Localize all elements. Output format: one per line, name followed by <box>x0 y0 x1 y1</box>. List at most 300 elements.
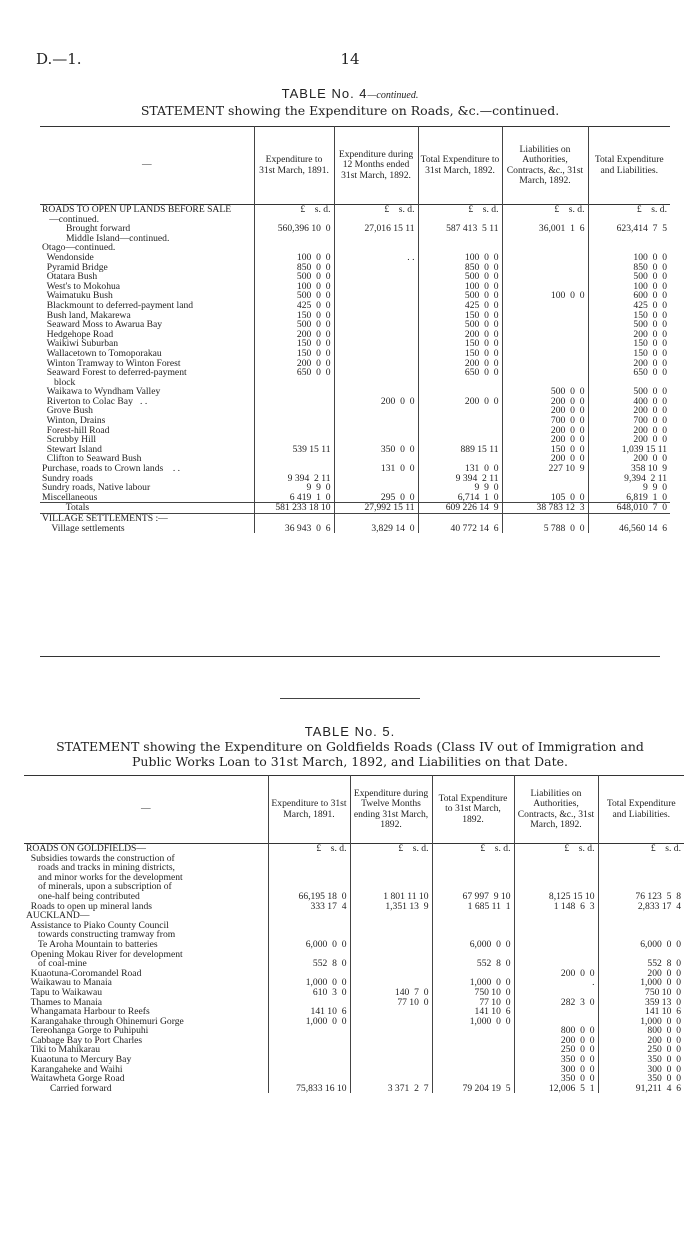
table4-value: 150 0 0 <box>254 311 334 321</box>
table4-item-label: Middle Island—continued. <box>42 233 170 244</box>
table5-value: 750 10 0 <box>432 988 514 998</box>
table4-value <box>254 397 334 407</box>
table5-value <box>350 1055 432 1065</box>
table4 <box>40 126 670 533</box>
table4-item-label: Otatara Bush <box>42 272 98 282</box>
table5-value: 2,833 17 4 <box>598 902 684 912</box>
table4-value: 425 0 0 <box>418 301 502 311</box>
table4-value: 500 0 0 <box>502 387 588 397</box>
table4-value: £ s. d. <box>502 205 588 215</box>
table5-value <box>350 1007 432 1017</box>
table5-value <box>514 930 598 940</box>
table5-row <box>24 902 684 912</box>
table5-value: 77 10 0 <box>350 998 432 1008</box>
table4-value: 500 0 0 <box>418 272 502 282</box>
table4-value: 400 0 0 <box>588 397 670 407</box>
table5-value: £ s. d. <box>268 844 350 854</box>
table4-value: 650 0 0 <box>254 368 334 378</box>
table5-title: TABLE No. 5. <box>304 724 396 739</box>
table4-value <box>588 234 670 244</box>
table4-value <box>502 359 588 369</box>
table4-value: 131 0 0 <box>334 464 418 474</box>
table5-row <box>24 978 684 988</box>
table4-totals-value: 609 226 14 9 <box>418 503 502 514</box>
table4-value: 150 0 0 <box>588 349 670 359</box>
table4-value <box>502 320 588 330</box>
table4-value <box>502 339 588 349</box>
table4-value: 200 0 0 <box>502 397 588 407</box>
table4-row <box>40 301 670 311</box>
table4-value: 350 0 0 <box>334 445 418 455</box>
table5-value <box>350 911 432 921</box>
table4-value: 600 0 0 <box>588 291 670 301</box>
table5-value <box>432 854 514 864</box>
table4-value: 9 394 2 11 <box>254 474 334 484</box>
table5-item-label: Kuaotuna to Mercury Bay <box>26 1055 132 1065</box>
table5-value <box>432 873 514 883</box>
table5-item-label: of minerals, upon a subscription of <box>26 882 172 892</box>
table4-row <box>40 339 670 349</box>
table4-value: 500 0 0 <box>418 291 502 301</box>
table4-value <box>334 291 418 301</box>
table4-village-value: 3,829 14 0 <box>334 524 418 534</box>
table4-totals-value: 648,010 7 0 <box>588 503 670 514</box>
table4-value <box>334 426 418 436</box>
table4-value <box>334 282 418 292</box>
table5-item-label: Assistance to Piako County Council <box>26 920 169 931</box>
table4-value <box>502 301 588 311</box>
table4-value <box>334 378 418 388</box>
table4-value <box>334 368 418 378</box>
table5-value <box>268 854 350 864</box>
table4-value: 700 0 0 <box>588 416 670 426</box>
table4-value: 200 0 0 <box>334 397 418 407</box>
table5-value <box>268 1045 350 1055</box>
table4-row <box>40 464 670 474</box>
table4-item-label: Stewart Island <box>42 444 102 455</box>
table5-value <box>350 921 432 931</box>
table4-value <box>502 349 588 359</box>
table4-village-item-label: Village settlements <box>42 523 125 534</box>
table5-row <box>24 873 684 883</box>
table5-value <box>514 940 598 950</box>
table4-value: 105 0 0 <box>502 493 588 503</box>
table5-value: 1 685 11 1 <box>432 902 514 912</box>
table4-item-label: Clifton to Seaward Bush <box>42 454 142 465</box>
table5-value: 6,000 0 0 <box>432 940 514 950</box>
table5-value <box>350 969 432 979</box>
table5-value: 282 3 0 <box>514 998 598 1008</box>
table4-value <box>502 368 588 378</box>
table5-item-label: Te Aroha Mountain to batteries <box>26 939 158 950</box>
table4-row <box>40 243 670 253</box>
table4-item-label: Hedgehope Road <box>42 329 114 340</box>
table4-row <box>40 474 670 484</box>
table5-value: 350 0 0 <box>598 1055 684 1065</box>
table4-value: 850 0 0 <box>588 263 670 273</box>
table5-col-liabilities: Liabilities on Authorities, Contracts, &c., 31st March, 1892. <box>514 776 598 844</box>
table4-value <box>334 311 418 321</box>
table5-value <box>514 950 598 960</box>
table4-value <box>334 339 418 349</box>
table4-item-label: —continued. <box>42 214 100 225</box>
table5-value <box>268 1026 350 1036</box>
table5-value: . <box>514 978 598 988</box>
table5-carried-item-label: Carried forward <box>26 1083 112 1094</box>
table4-village-row <box>40 524 670 534</box>
table4-value: 100 0 0 <box>588 282 670 292</box>
table4-item-label: Winton Tramway to Winton Forest <box>42 358 181 369</box>
table4-item-label: Wendonside <box>42 252 94 263</box>
table5-value: 141 10 6 <box>598 1007 684 1017</box>
table5-value <box>514 863 598 873</box>
table4-value <box>502 243 588 253</box>
table4-value: 425 0 0 <box>254 301 334 311</box>
table4-value: 6 419 1 0 <box>254 493 334 503</box>
table4-item-label: Wallacetown to Tomoporakau <box>42 348 162 359</box>
table5-row <box>24 969 684 979</box>
table5-statement-line2: Public Works Loan to 31st March, 1892, and Liabilities on that Date. <box>132 754 568 769</box>
table4-value: 9 9 0 <box>588 483 670 493</box>
table5-item-label: Tapu to Waikawau <box>26 987 102 998</box>
table5-value <box>598 854 684 864</box>
table5-item-label: Subsidies towards the construction of <box>26 853 175 864</box>
table4-value <box>254 406 334 416</box>
table5-value: 300 0 0 <box>598 1065 684 1075</box>
table5-value: 8,125 15 10 <box>514 892 598 902</box>
table5 <box>24 775 684 1093</box>
table4-value: 200 0 0 <box>254 330 334 340</box>
table5-value <box>268 863 350 873</box>
table5-col-exp-12m: Expenditure during Twelve Months ending 31st March, 1892. <box>350 776 432 844</box>
table4-value: 150 0 0 <box>418 339 502 349</box>
table5-item-label: one-half being contributed <box>26 891 140 902</box>
table4-value <box>334 320 418 330</box>
table5-value: 140 7 0 <box>350 988 432 998</box>
table5-item-label: Opening Mokau River for development <box>26 949 183 960</box>
table4-value: 560,396 10 0 <box>254 224 334 234</box>
table4-totals-value: 581 233 18 10 <box>254 503 334 514</box>
table4-value: 100 0 0 <box>418 282 502 292</box>
table4-value <box>334 416 418 426</box>
table4-value <box>418 234 502 244</box>
table5-value <box>350 959 432 969</box>
table5-item-label: Thames to Manaia <box>26 997 103 1008</box>
table4-item-label: Forest-hill Road <box>42 425 110 436</box>
table5-value: 77 10 0 <box>432 998 514 1008</box>
table4-value <box>254 387 334 397</box>
table5-row <box>24 940 684 950</box>
table4-item-label: Brought forward <box>42 224 131 234</box>
table4-value: 425 0 0 <box>588 301 670 311</box>
table4-value: 6,819 1 0 <box>588 493 670 503</box>
page-header <box>36 50 664 70</box>
table4-value: 100 0 0 <box>254 253 334 263</box>
table4-value: 200 0 0 <box>588 426 670 436</box>
table5-value: 1 148 6 3 <box>514 902 598 912</box>
table5-value <box>598 911 684 921</box>
table4-village-value: 40 772 14 6 <box>418 524 502 534</box>
table4-value: 150 0 0 <box>254 339 334 349</box>
table4-value: 9 9 0 <box>418 483 502 493</box>
table4-row <box>40 311 670 321</box>
table4-value <box>418 378 502 388</box>
table4-value: 200 0 0 <box>418 330 502 340</box>
table4-statement: STATEMENT showing the Expenditure on Roads, &c.—continued. <box>140 103 560 118</box>
table4-value: 500 0 0 <box>588 387 670 397</box>
table5-row <box>24 1007 684 1017</box>
table5-value <box>350 1045 432 1055</box>
table4-value <box>334 272 418 282</box>
table4-value: 9 394 2 11 <box>418 474 502 484</box>
table5-row <box>24 998 684 1008</box>
table4-item-label: Grove Bush <box>42 406 93 417</box>
table4-item-label: Scrubby Hill <box>42 435 97 445</box>
table4-value <box>334 301 418 311</box>
table5-value <box>432 863 514 873</box>
table4-totals-value: 27,992 15 11 <box>334 503 418 514</box>
table4-value <box>418 426 502 436</box>
table5-value: 552 8 0 <box>598 959 684 969</box>
table5-value <box>432 921 514 931</box>
table4-col-total-exp: Total Expenditure to 31st March, 1892. <box>418 127 502 205</box>
table5-carried-value: 12,006 5 1 <box>514 1084 598 1094</box>
table5-value: 800 0 0 <box>598 1026 684 1036</box>
table4-value: 200 0 0 <box>588 454 670 464</box>
table5-row <box>24 863 684 873</box>
table5-value: 67 997 9 10 <box>432 892 514 902</box>
table5-item-label: Tiki to Mahikarau <box>26 1045 101 1056</box>
table4-row <box>40 272 670 282</box>
table4-item-label: Blackmount to deferred-payment land <box>42 300 194 311</box>
table4-value: 358 10 9 <box>588 464 670 474</box>
table4-village-value: 46,560 14 6 <box>588 524 670 534</box>
table4-value: 1,039 15 11 <box>588 445 670 455</box>
table4-body <box>40 205 670 534</box>
table5-col-exp-1891: Expenditure to 31st March, 1891. <box>268 776 350 844</box>
table4-village-item-label: VILLAGE SETTLEMENTS :— <box>42 514 168 524</box>
table5-value: 1,000 0 0 <box>432 1017 514 1027</box>
table5-value <box>350 1026 432 1036</box>
table4-value: 539 15 11 <box>254 445 334 455</box>
table4-value: 100 0 0 <box>502 291 588 301</box>
table4-value: 100 0 0 <box>254 282 334 292</box>
table5-item-label: Cabbage Bay to Port Charles <box>26 1035 143 1046</box>
table5-value: 76 123 5 8 <box>598 892 684 902</box>
table4-value <box>334 349 418 359</box>
table5-value <box>350 1036 432 1046</box>
table5-header-row <box>24 776 684 844</box>
table4-village-value: 36 943 0 6 <box>254 524 334 534</box>
table4-value <box>502 311 588 321</box>
table5-value: 359 13 0 <box>598 998 684 1008</box>
table5-value: 350 0 0 <box>514 1055 598 1065</box>
table5-value <box>350 930 432 940</box>
table4-value <box>502 272 588 282</box>
table4-value <box>334 263 418 273</box>
table4-value <box>502 474 588 484</box>
table5-value <box>598 863 684 873</box>
table4-item-label: Winton, Drains <box>42 416 106 426</box>
table5-value <box>432 1065 514 1075</box>
table4-totals-row <box>40 503 670 514</box>
table5-value: 1,000 0 0 <box>432 978 514 988</box>
table4-value <box>502 330 588 340</box>
table5-value: 200 0 0 <box>598 1036 684 1046</box>
table4-col-liabilities: Liabilities on Authorities, Contracts, &c., 31st March, 1892. <box>502 127 588 205</box>
table4-value: 200 0 0 <box>502 454 588 464</box>
table4-value: 500 0 0 <box>254 320 334 330</box>
table5-value <box>598 873 684 883</box>
table4-col-desc: — <box>141 159 152 171</box>
table4-value: 700 0 0 <box>502 416 588 426</box>
table5-row <box>24 930 684 940</box>
table5-row <box>24 921 684 931</box>
table4-value: 200 0 0 <box>588 406 670 416</box>
table4-value: 200 0 0 <box>588 435 670 445</box>
table4-value: 9,394 2 11 <box>588 474 670 484</box>
table4-item-label: Waikawa to Wyndham Valley <box>42 387 161 397</box>
table4-header-row <box>40 127 670 205</box>
table4-value: 500 0 0 <box>588 272 670 282</box>
table4-col-exp-12m: Expenditure during 12 Months ended 31st March, 1892. <box>334 127 418 205</box>
table4-value: £ s. d. <box>254 205 334 215</box>
table5-item-label: Waitawheta Gorge Road <box>26 1074 125 1084</box>
table5-value: 610 3 0 <box>268 988 350 998</box>
table5-value: 333 17 4 <box>268 902 350 912</box>
table4-value: £ s. d. <box>418 205 502 215</box>
table5-item-label: Karangaheke and Waihi <box>26 1064 123 1075</box>
table5-value: 1 801 11 10 <box>350 892 432 902</box>
table5-value <box>268 911 350 921</box>
table4-value <box>334 359 418 369</box>
table4-value: 131 0 0 <box>418 464 502 474</box>
table4-item-label: Waimatuku Bush <box>42 291 113 301</box>
table4-value: 150 0 0 <box>254 349 334 359</box>
table5-value <box>514 911 598 921</box>
table4-title: TABLE No. 4—continued. <box>281 86 419 101</box>
table4-value: 150 0 0 <box>418 311 502 321</box>
table5-value <box>350 873 432 883</box>
divider-rule <box>280 698 420 699</box>
table4-value <box>334 406 418 416</box>
table5-statement-line1: STATEMENT showing the Expenditure on Goldfields Roads (Class IV out of Immigration and <box>56 739 644 754</box>
table5-value <box>514 873 598 883</box>
table4-item-label: Pyramid Bridge <box>42 262 108 273</box>
table4-value <box>254 378 334 388</box>
table5-value: 200 0 0 <box>514 969 598 979</box>
table4-value: 500 0 0 <box>588 320 670 330</box>
table4-value: 850 0 0 <box>418 263 502 273</box>
table4-value: 200 0 0 <box>418 359 502 369</box>
table5-value: £ s. d. <box>350 844 432 854</box>
table5-value: 141 10 6 <box>268 1007 350 1017</box>
table5-row <box>24 911 684 921</box>
table4-value: 150 0 0 <box>588 311 670 321</box>
table5-col-total-liab: Total Expenditure and Liabilities. <box>598 776 684 844</box>
table5-item-label: Roads to open up mineral lands <box>26 901 153 912</box>
table4-row <box>40 253 670 263</box>
table4-row <box>40 368 670 378</box>
table5-value <box>268 873 350 883</box>
table5-col-total-exp: Total Expenditure to 31st March, 1892. <box>432 776 514 844</box>
table4-item-label: Sundry roads, Native labour <box>42 483 151 493</box>
table4-item-label: Riverton to Colac Bay . . <box>42 396 148 407</box>
table4-row <box>40 359 670 369</box>
table5-value <box>350 940 432 950</box>
table5-value <box>350 1065 432 1075</box>
table5-item-label: Whangamata Harbour to Reefs <box>26 1007 150 1017</box>
table5-value: 1,000 0 0 <box>268 1017 350 1027</box>
table4-value: 200 0 0 <box>502 426 588 436</box>
table5-value: 141 10 6 <box>432 1007 514 1017</box>
table5-value <box>432 1026 514 1036</box>
section-rule <box>40 656 660 657</box>
table4-value <box>334 474 418 484</box>
table5-value <box>432 1045 514 1055</box>
table5-value <box>514 854 598 864</box>
table4-value: 623,414 7 5 <box>588 224 670 234</box>
table4-value: 200 0 0 <box>254 359 334 369</box>
table4-row <box>40 291 670 301</box>
table5-value: 800 0 0 <box>514 1026 598 1036</box>
table4-value: 650 0 0 <box>588 368 670 378</box>
table5-item-label: ROADS ON GOLDFIELDS— <box>26 843 146 854</box>
table5-value: £ s. d. <box>514 844 598 854</box>
table4-row <box>40 493 670 503</box>
table4-item-label: ROADS TO OPEN UP LANDS BEFORE SALE <box>42 204 232 215</box>
table5-value: 1,000 0 0 <box>598 1017 684 1027</box>
table4-value <box>334 330 418 340</box>
table5-value <box>350 1017 432 1027</box>
table5-value: 250 0 0 <box>514 1045 598 1055</box>
table5-item-label: and minor works for the development <box>26 872 183 883</box>
table4-value <box>254 416 334 426</box>
table4-value: 889 15 11 <box>418 445 502 455</box>
table5-value <box>514 1007 598 1017</box>
table5-value <box>350 863 432 873</box>
table4-value: 500 0 0 <box>254 291 334 301</box>
table5-item-label: Kuaotuna-Coromandel Road <box>26 968 142 979</box>
table5-carried-value: 79 204 19 5 <box>432 1084 514 1094</box>
table4-value: 200 0 0 <box>588 359 670 369</box>
table5-statement <box>20 739 680 769</box>
table4-value: 9 9 0 <box>254 483 334 493</box>
table4-row <box>40 349 670 359</box>
table4-value: 650 0 0 <box>418 368 502 378</box>
table5-row <box>24 844 684 854</box>
table5-item-label: Tereohanga Gorge to Puhipuhi <box>26 1026 149 1036</box>
table4-row <box>40 330 670 340</box>
table4-item-label: Waikiwi Suburban <box>42 339 119 349</box>
table5-value <box>432 1055 514 1065</box>
table4-item-label: Miscellaneous <box>42 492 98 503</box>
table4-item-label: Purchase, roads to Crown lands . . <box>42 464 181 474</box>
table5-carried-row <box>24 1084 684 1094</box>
table4-value <box>502 263 588 273</box>
page-number: 14 <box>340 50 360 68</box>
table4-value: 587 413 5 11 <box>418 224 502 234</box>
table5-carried-value: 3 371 2 7 <box>350 1084 432 1094</box>
table5-item-label: AUCKLAND— <box>26 911 90 921</box>
table4-item-label: block <box>42 377 76 388</box>
table5-value: 66,195 18 0 <box>268 892 350 902</box>
table4-row <box>40 320 670 330</box>
table5-value: 6,000 0 0 <box>268 940 350 950</box>
table5-value <box>598 921 684 931</box>
table4-value: 27,016 15 11 <box>334 224 418 234</box>
table4-item-label: Bush land, Makarewa <box>42 310 131 321</box>
